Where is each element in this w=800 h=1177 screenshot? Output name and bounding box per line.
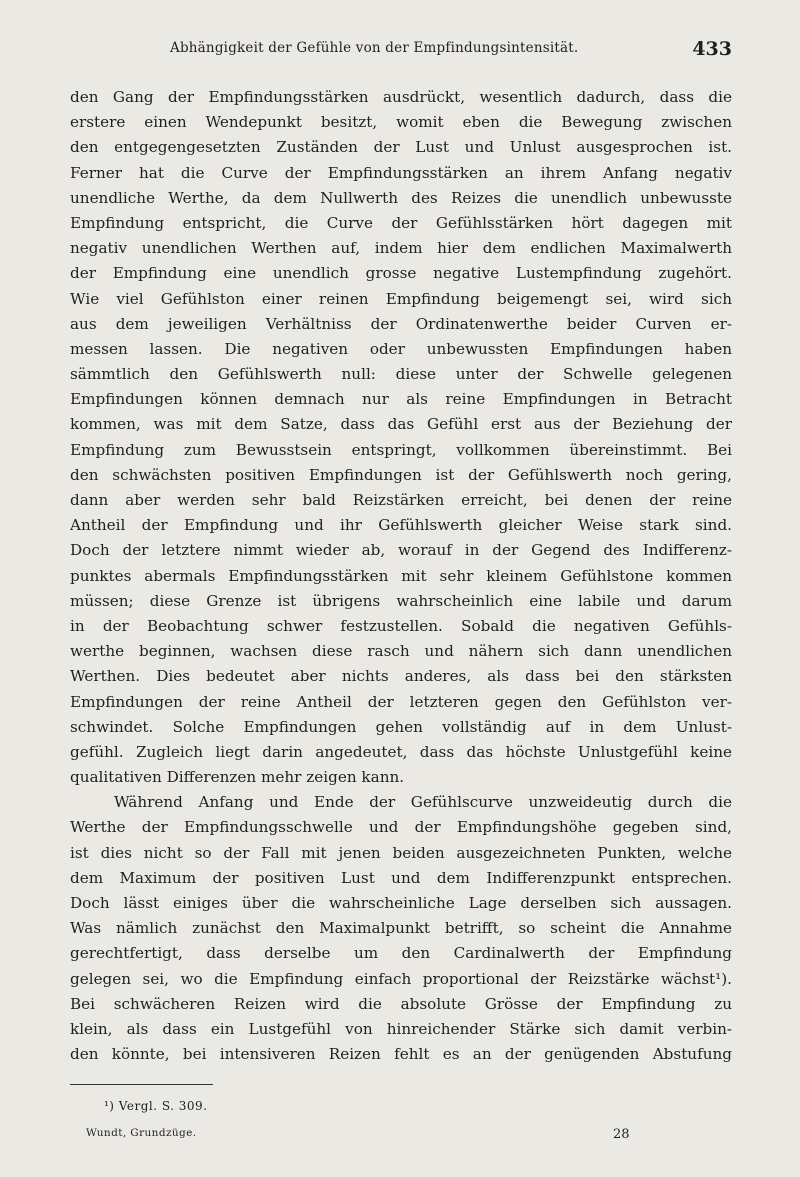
text-line: unendliche Werthe, da dem Nullwerth des Reizes die unendlich unbewusste [70, 188, 732, 207]
text-line: Antheil der Empfindung und ihr Gefühlswerth gleicher Weise stark sind. [70, 516, 732, 535]
sheet-number: 28 [613, 1127, 630, 1142]
text-line: dann aber werden sehr bald Reizstärken erreicht, bei denen der reine [70, 491, 732, 509]
page-number: 433 [692, 38, 732, 60]
text-line: Doch der letztere nimmt wieder ab, worauf in der Gegend des Indifferenz- [70, 541, 732, 560]
text-line: Empfindung entspricht, die Curve der Gefühlsstärken hört dagegen mit [70, 213, 732, 232]
text-line: Was nämlich zunächst den Maximalpunkt betrifft, so scheint die Annahme [70, 919, 732, 938]
text-line: werthe beginnen, wachsen diese rasch und nähern sich dann unendlichen [70, 642, 732, 661]
text-line: Empfindungen der reine Antheil der letzteren gegen den Gefühlston ver- [70, 692, 732, 711]
text-line: gefühl. Zugleich liegt darin angedeutet, dass das höchste Unlustgefühl keine [70, 742, 732, 761]
text-line: Werthen. Dies bedeutet aber nichts anderes, als dass bei den stärksten [70, 667, 732, 686]
text-line: in der Beobachtung schwer festzustellen. Sobald die negativen Gefühls- [70, 616, 732, 635]
footnote-divider [70, 1084, 213, 1085]
text-line: der Empfindung eine unendlich grosse negative Lustempfindung zugehört. [70, 264, 732, 283]
text-line: Doch lässt einiges über die wahrscheinliche Lage derselben sich aussagen. [70, 894, 732, 912]
text-line: negativ unendlichen Werthen auf, indem hier dem endlichen Maximalwerth [70, 239, 732, 258]
text-line: sämmtlich den Gefühlswerth null: diese unter der Schwelle gelegenen [70, 365, 732, 384]
page-header [70, 38, 732, 62]
text-line: den könnte, bei intensiveren Reizen fehlt es an der genügenden Abstufung [70, 1045, 732, 1064]
text-line: müssen; diese Grenze ist übrigens wahrscheinlich eine labile und darum [70, 591, 732, 610]
text-line: kommen, was mit dem Satze, dass das Gefühl erst aus der Beziehung der [70, 415, 732, 434]
body-text [70, 85, 732, 1067]
text-line: Während Anfang und Ende der Gefühlscurve unzweideutig durch die [114, 793, 732, 812]
text-line: qualitativen Differenzen mehr zeigen kann. [70, 768, 405, 787]
text-line: aus dem jeweiligen Verhältniss der Ordinatenwerthe beider Curven er- [70, 314, 732, 333]
text-line: Wie viel Gefühlston einer reinen Empfindung beigemengt sei, wird sich [70, 289, 732, 308]
text-line: gerechtfertigt, dass derselbe um den Cardinalwerth der Empfindung [70, 944, 732, 963]
text-line: den schwächsten positiven Empfindungen ist der Gefühlswerth noch gering, [70, 465, 732, 484]
footnote: ¹) Vergl. S. 309. [104, 1099, 208, 1113]
text-line: den entgegengesetzten Zuständen der Lust und Unlust ausgesprochen ist. [70, 138, 732, 157]
text-line: messen lassen. Die negativen oder unbewussten Empfindungen haben [70, 339, 732, 358]
text-line: ist dies nicht so der Fall mit jenen beiden ausgezeichneten Punkten, welche [70, 843, 732, 862]
running-title: Abhängigkeit der Gefühle von der Empfindungsintensität. [170, 40, 579, 56]
text-line: Empfindung zum Bewusstsein entspringt, vollkommen übereinstimmt. Bei [70, 440, 732, 459]
text-line: klein, als dass ein Lustgefühl von hinreichender Stärke sich damit verbin- [70, 1019, 732, 1038]
text-line: Werthe der Empfindungsschwelle und der Empfindungshöhe gegeben sind, [70, 818, 732, 837]
text-line: punktes abermals Empfindungsstärken mit sehr kleinem Gefühlstone kommen [70, 566, 732, 585]
text-line: Bei schwächeren Reizen wird die absolute Grösse der Empfindung zu [70, 994, 732, 1013]
text-line: den Gang der Empfindungsstärken ausdrückt, wesentlich dadurch, dass die [70, 88, 732, 106]
text-line: Empfindungen können demnach nur als reine Empfindungen in Betracht [70, 390, 732, 409]
text-line: Ferner hat die Curve der Empfindungsstärken an ihrem Anfang negativ [70, 163, 732, 182]
text-line: erstere einen Wendepunkt besitzt, womit eben die Bewegung zwischen [70, 113, 732, 132]
text-line: schwindet. Solche Empfindungen gehen vollständig auf in dem Unlust- [70, 717, 732, 736]
text-line: dem Maximum der positiven Lust und dem Indifferenzpunkt entsprechen. [70, 868, 732, 887]
text-line: gelegen sei, wo die Empfindung einfach proportional der Reizstärke wächst¹). [70, 969, 732, 988]
signature-mark: Wundt, Grundzüge. [86, 1127, 197, 1139]
